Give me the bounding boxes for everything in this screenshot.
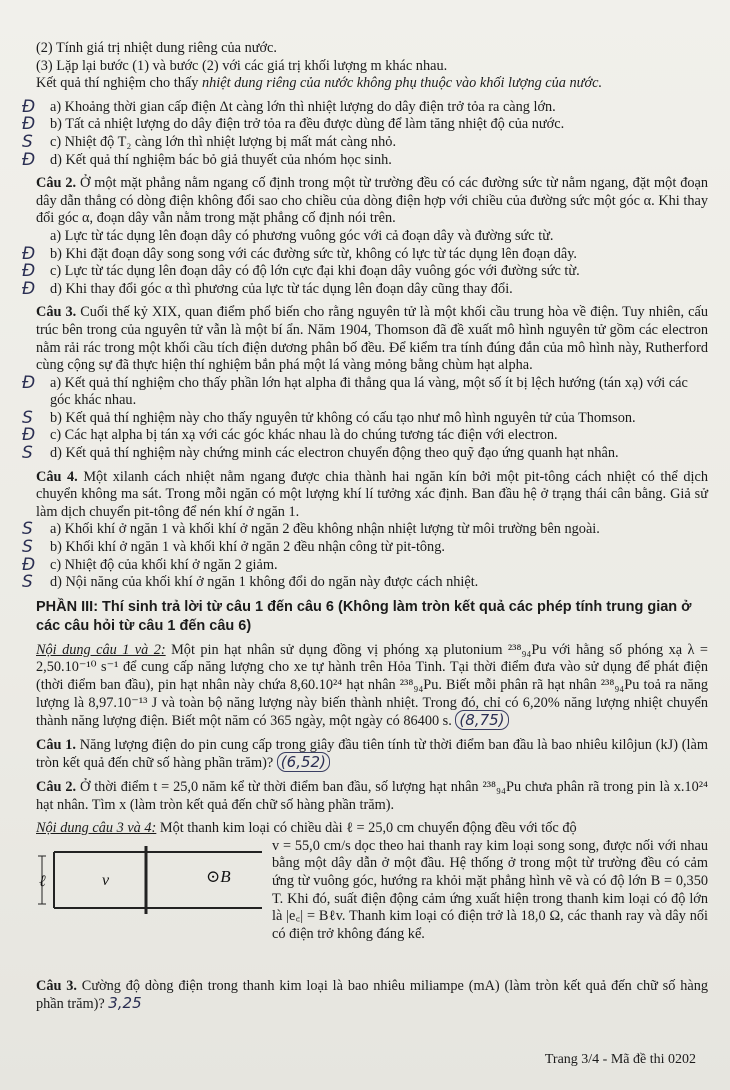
q1-options [22,96,708,170]
content-1-2 [36,642,708,731]
content34-label: Nội dung câu 3 và 4: [36,820,157,837]
rail-figure [36,838,266,978]
intro-result [36,75,708,93]
c3-label: Câu 3. [36,977,77,994]
part3-title: PHẦN III: Thí sinh trả lời từ câu 1 đến câu 6 (Không làm tròn kết quả các phép tính trung gian ở các câu hỏi từ câu 1 đến câu 6) [36,598,692,634]
intro-line-3: (3) Lặp lại bước (1) và bước (2) với các giá trị khối lượng m khác nhau. [36,57,448,74]
field-label: ⊙B⃗ [206,866,244,886]
q2-stem [36,175,708,228]
c3-body: Cường độ dòng điện trong thanh kim loại là bao nhiêu miliampe (mA) (làm tròn kết quả đến chữ số hàng phần trăm)? [36,977,708,1013]
q4-option-b [22,537,708,558]
handwritten-mark: Đ [22,261,36,282]
content12-body: Một pin hạt nhân sử dụng đồng vị phóng xạ plutonium ²³⁸₉₄Pu với hằng số phóng xạ λ = 2,50.10⁻¹⁰ s⁻¹ để cung cấp năng lượng cho xe tự hành trên Hỏa Tinh. Tại thời điểm đưa vào sử dụng để phát điện (thời điểm ban đầu), pin hạt nhân này chứa 8,60.10²⁴ hạt nhân ²³⁸₉₄Pu. Biết mỗi phân rã hạt nhân ²³⁸₉₄Pu toả ra năng lượng là 8,97.10⁻¹³ J và toàn bộ năng lượng này biến thành nhiệt. Trong đó, chỉ có 6,20% năng lượng nhiệt chuyển thành năng lượng điện. Biết một năm có 365 ngày, một ngày có 86400 s. [36,641,708,730]
q4-label: Câu 4. [36,468,78,485]
c1-question [36,737,708,773]
handwritten-mark: Đ [22,243,36,264]
handwritten-mark: Đ [22,425,36,446]
q2-option-a [36,228,708,246]
q2-option-d [22,278,708,299]
content34-lead-text: Một thanh kim loại có chiều dài ℓ = 25,0 cm chuyển động đều với tốc độ [156,820,577,837]
q2-option-b [22,243,708,264]
handwritten-mark: Đ [22,114,36,135]
page-content [22,40,708,1020]
handwritten-mark: Đ [22,149,36,170]
q2-option-c [22,261,708,282]
content12-text [36,642,708,731]
option-text: d) Khi thay đổi góc α thì phương của lực từ tác dụng lên đoạn dây cũng thay đổi. [50,280,513,297]
intro-result-italic: nhiệt dung riêng của nước không phụ thuộc vào khối lượng của nước. [201,75,603,92]
content-3-4 [36,838,708,978]
intro-line-2: (2) Tính giá trị nhiệt dung riêng của nước. [36,40,277,56]
c2-text [36,779,708,814]
question-4 [22,468,708,593]
velocity-label: v⃗ [102,871,122,889]
q3-stem-text: Cuối thế kỷ XIX, quan điểm phổ biến cho rằng nguyên tử là một khối cầu trung hòa về điện. Tuy nhiên, cấu trúc bên trong của nguyên tử vẫn là một bí ẩn. Năm 1904, Thomson đã đề xuất mô hình nguyên tử gồm các electron nằm rải rác trong một khối cầu tích điện dương phân bố đều. Để kiểm tra tính đúng đắn của mô hình này, Rutherford cùng cộng sự đã thực hiện thí nghiệm bắn phá một lá vàng mỏng bằng chùm hạt alpha. [36,304,708,374]
option-text: c) Nhiệt độ của khối khí ở ngăn 2 giảm. [50,556,278,573]
option-text: b) Tất cả nhiệt lượng do dây điện trở tỏa ra đều được dùng để làm tăng nhiệt độ của nước. [50,116,565,133]
option-text: a) Kết quả thí nghiệm cho thấy phần lớn hạt alpha đi thẳng qua lá vàng, một số ít bị lệch hướng (tán xạ) với các góc khác nhau. [50,374,688,409]
handwritten-mark: S [22,131,33,152]
c1-body: Năng lượng điện do pin cung cấp trong giây đầu tiên tính từ thời điểm ban đầu là bao nhiêu kilôjun (kJ) (làm tròn kết quả đến chữ số hàng phần trăm)? [36,736,708,772]
q4-option-a [22,519,708,540]
handwritten-mark: S [22,443,33,464]
content34-lead [36,820,708,838]
c3-question [36,978,708,1014]
option-text: d) Kết quả thí nghiệm này chứng minh các electron chuyển động theo quỹ đạo ứng quanh hạt nhân. [50,445,619,462]
handwritten-mark: Đ [22,554,36,575]
intro-result-prefix: Kết quả thí nghiệm cho thấy [36,75,202,92]
q4-option-c [22,554,708,575]
question-3 [22,304,708,464]
option-text: d) Kết quả thí nghiệm bác bỏ giả thuyết của nhóm học sinh. [50,151,392,168]
page-footer: Trang 3/4 - Mã đề thi 0202 [544,1052,696,1067]
option-text: d) Nội năng của khối khí ở ngăn 1 không đổi do ngăn này được cách nhiệt. [50,574,479,591]
handwritten-mark: S [22,407,33,428]
handwritten-note: (8,75) [455,710,508,730]
q2-label: Câu 2. [36,175,77,192]
q4-stem [36,469,708,522]
q4-option-d [22,572,708,593]
option-text: c) Lực từ tác dụng lên đoạn dây có độ lớn cực đại khi đoạn dây vuông góc với đường sức từ. [50,263,580,280]
option-text: a) Khối khí ở ngăn 1 và khối khí ở ngăn 2 đều không nhận nhiệt lượng từ môi trường bên ngoài. [50,521,600,538]
option-text: c) Các hạt alpha bị tán xạ với các góc khác nhau là do chúng tương tác điện với electron. [50,427,558,444]
q3-option-d [22,443,708,464]
c1-handwritten-answer: (6,52) [277,752,330,772]
q3-option-c [22,425,708,446]
handwritten-mark: S [22,519,33,540]
content12-label: Nội dung câu 1 và 2: [36,641,166,658]
content34-text: v = 55,0 cm/s dọc theo hai thanh ray kim loại song song, được nối với nhau bằng một dây dẫn ở một đầu. Hệ thống ở trong một từ trường đều có cảm ứng từ vuông góc, hướng ra khỏi mặt phẳng hình vẽ và có độ lớn B = 0,350 T. Khi đó, suất điện động cảm ứng xuất hiện trong thanh kim loại có độ lớn là |e꜀| = Bℓv. Thanh kim loại có điện trở là 18,0 Ω, các thanh ray và dây nối có điện trở không đáng kể. [272,837,708,942]
c2-label: Câu 2. [36,778,77,795]
handwritten-mark: Đ [22,372,36,393]
handwritten-mark: Đ [22,96,36,117]
intro-block [36,40,708,93]
q4-stem-text: Một xilanh cách nhiệt nằm ngang được chia thành hai ngăn kín bởi một pit-tông cách nhiệt có thể dịch chuyển không ma sát. Trong mỗi ngăn có một lượng khí lí tưởng xác định. Ban đầu hệ ở trạng thái cân bằng. Giả sử làm dịch chuyển pit-tông để nén khí ở ngăn 1. [36,468,708,520]
handwritten-mark: Đ [22,278,36,299]
q3-option-a [22,372,708,410]
option-text: c) Nhiệt độ T₂ càng lớn thì nhiệt lượng bị mất mát càng nhỏ. [50,133,397,150]
length-label: ℓ [39,872,46,890]
option-text: a) Khoảng thời gian cấp điện Δt càng lớn thì nhiệt lượng do dây điện trở tỏa ra càng lớn. [50,98,556,115]
q3-stem [36,304,708,374]
q1-option-d [22,149,708,170]
c1-text [36,737,708,773]
handwritten-mark: S [22,572,33,593]
q3-option-b [22,407,708,428]
q3-label: Câu 3. [36,304,77,321]
handwritten-mark: S [22,537,33,558]
q1-option-c [22,131,708,152]
question-2 [22,175,708,299]
q2-stem-text: Ở một mặt phẳng nằm ngang cố định trong một từ trường đều có các đường sức từ nằm ngang, đặt một đoạn dây dẫn thẳng có dòng điện không đổi sao cho chiều của dòng điện hợp với chiều của đường sức một góc α. Khi thay đổi góc α, đoạn dây vẫn nằm trong mặt phẳng cố định nói trên. [36,175,708,227]
c1-label: Câu 1. [36,736,76,753]
option-text: b) Khi đặt đoạn dây song song với các đường sức từ, không có lực từ tác dụng lên đoạn dây. [50,245,578,262]
q1-option-a [22,96,708,117]
option-text: b) Khối khí ở ngăn 1 và khối khí ở ngăn 2 đều nhận công từ pit-tông. [50,539,445,556]
c3-text [36,978,708,1014]
c2-question [36,779,708,814]
c3-handwritten-answer: 3,25 [108,994,142,1013]
option-text: b) Kết quả thí nghiệm này cho thấy nguyên tử không có cấu tạo như mô hình nguyên tử của Thomson. [50,409,636,426]
c2-body: Ở thời điểm t = 25,0 năm kể từ thời điểm ban đầu, số lượng hạt nhân ²³⁸₉₄Pu chưa phân rã trong pin là x.10²⁴ hạt nhân. Tìm x (làm tròn kết quả đến chữ số hàng phần trăm). [36,778,708,813]
q1-option-b [22,114,708,135]
option-text: a) Lực từ tác dụng lên đoạn dây có phương vuông góc với cả đoạn dây và đường sức từ. [50,227,554,244]
